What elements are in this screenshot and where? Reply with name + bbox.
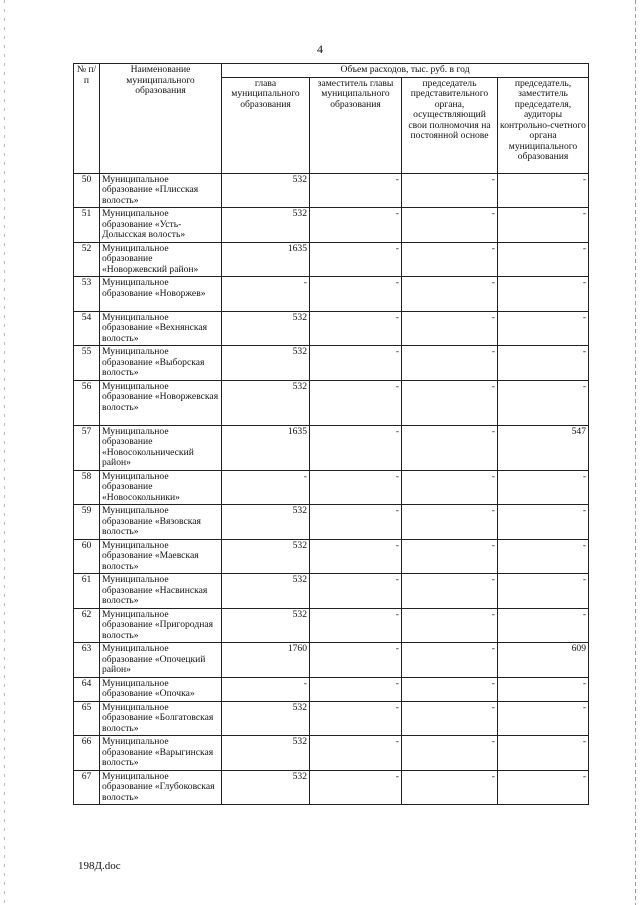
- row-audit-value: -: [498, 539, 589, 574]
- header-expense-group: Объем расходов, тыс. руб. в год: [222, 64, 589, 78]
- header-row-top: [74, 64, 589, 78]
- row-number: 56: [74, 380, 100, 425]
- row-chair-value: -: [402, 677, 498, 701]
- header-col-deputy: заместитель главы муниципального образования: [310, 77, 402, 173]
- row-name: Муниципальное образование «Новоржевская волость»: [100, 380, 222, 425]
- row-deputy-value: -: [310, 770, 402, 805]
- row-audit-value: -: [498, 701, 589, 736]
- row-number: 60: [74, 539, 100, 574]
- row-chair-value: -: [402, 574, 498, 609]
- row-chair-value: -: [402, 173, 498, 208]
- row-deputy-value: -: [310, 539, 402, 574]
- row-number: 57: [74, 425, 100, 470]
- table-row: [74, 242, 589, 277]
- row-deputy-value: -: [310, 608, 402, 643]
- table-row: [74, 677, 589, 701]
- row-number: 59: [74, 505, 100, 540]
- table-row: [74, 470, 589, 505]
- row-deputy-value: -: [310, 643, 402, 678]
- table-row: [74, 608, 589, 643]
- row-number: 58: [74, 470, 100, 505]
- row-number: 53: [74, 277, 100, 312]
- row-deputy-value: -: [310, 208, 402, 243]
- row-number: 65: [74, 701, 100, 736]
- row-chair-value: -: [402, 380, 498, 425]
- row-number: 61: [74, 574, 100, 609]
- header-col-head: глава муниципального образования: [222, 77, 310, 173]
- footer-filename: 198Д.doc: [78, 860, 121, 872]
- row-name: Муниципальное образование «Выборская волость»: [100, 346, 222, 381]
- row-audit-value: -: [498, 208, 589, 243]
- table-body: [74, 173, 589, 805]
- row-deputy-value: -: [310, 242, 402, 277]
- row-deputy-value: -: [310, 701, 402, 736]
- row-head-value: 532: [222, 346, 310, 381]
- row-head-value: 1635: [222, 425, 310, 470]
- row-number: 67: [74, 770, 100, 805]
- row-head-value: 532: [222, 539, 310, 574]
- row-chair-value: -: [402, 277, 498, 312]
- table-row: [74, 311, 589, 346]
- row-name: Муниципальное образование «Плисская волость»: [100, 173, 222, 208]
- header-col-chair: председатель представительного органа, осуществляющий свои полномочия на постоянной основе: [402, 77, 498, 173]
- row-head-value: 1635: [222, 242, 310, 277]
- row-head-value: -: [222, 677, 310, 701]
- row-head-value: 532: [222, 770, 310, 805]
- row-deputy-value: -: [310, 311, 402, 346]
- row-chair-value: -: [402, 643, 498, 678]
- row-head-value: -: [222, 470, 310, 505]
- row-head-value: 1760: [222, 643, 310, 678]
- row-deputy-value: -: [310, 470, 402, 505]
- row-chair-value: -: [402, 311, 498, 346]
- row-head-value: 532: [222, 505, 310, 540]
- table-row: [74, 643, 589, 678]
- page-number: 4: [317, 42, 323, 56]
- row-name: Муниципальное образование «Маевская волость»: [100, 539, 222, 574]
- row-chair-value: -: [402, 608, 498, 643]
- table-row: [74, 346, 589, 381]
- row-number: 64: [74, 677, 100, 701]
- row-deputy-value: -: [310, 380, 402, 425]
- row-chair-value: -: [402, 470, 498, 505]
- row-audit-value: -: [498, 173, 589, 208]
- row-name: Муниципальное образование «Пригородная волость»: [100, 608, 222, 643]
- table-row: [74, 425, 589, 470]
- row-audit-value: -: [498, 380, 589, 425]
- table-row: [74, 574, 589, 609]
- row-chair-value: -: [402, 425, 498, 470]
- row-name: Муниципальное образование «Новосокольнический район»: [100, 425, 222, 470]
- row-audit-value: 609: [498, 643, 589, 678]
- row-number: 50: [74, 173, 100, 208]
- table-row: [74, 770, 589, 805]
- row-deputy-value: -: [310, 277, 402, 312]
- row-chair-value: -: [402, 539, 498, 574]
- row-audit-value: -: [498, 346, 589, 381]
- row-number: 55: [74, 346, 100, 381]
- row-audit-value: -: [498, 505, 589, 540]
- table-row: [74, 701, 589, 736]
- scan-edge-left: [4, 0, 5, 905]
- row-deputy-value: -: [310, 346, 402, 381]
- table-row: [74, 380, 589, 425]
- row-deputy-value: -: [310, 425, 402, 470]
- row-chair-value: -: [402, 701, 498, 736]
- row-deputy-value: -: [310, 173, 402, 208]
- row-chair-value: -: [402, 736, 498, 771]
- row-number: 52: [74, 242, 100, 277]
- row-head-value: -: [222, 277, 310, 312]
- row-head-value: 532: [222, 208, 310, 243]
- row-chair-value: -: [402, 208, 498, 243]
- row-audit-value: -: [498, 470, 589, 505]
- expenses-table: [73, 63, 589, 805]
- row-name: Муниципальное образование «Варыгинская волость»: [100, 736, 222, 771]
- row-name: Муниципальное образование «Вехнянская волость»: [100, 311, 222, 346]
- row-name: Муниципальное образование «Болгатовская волость»: [100, 701, 222, 736]
- row-head-value: 532: [222, 173, 310, 208]
- row-name: Муниципальное образование «Глубоковская волость»: [100, 770, 222, 805]
- table-row: [74, 173, 589, 208]
- row-head-value: 532: [222, 311, 310, 346]
- row-head-value: 532: [222, 736, 310, 771]
- row-audit-value: -: [498, 277, 589, 312]
- table-row: [74, 505, 589, 540]
- row-number: 54: [74, 311, 100, 346]
- row-audit-value: -: [498, 608, 589, 643]
- row-name: Муниципальное образование «Опочецкий район»: [100, 643, 222, 678]
- row-number: 63: [74, 643, 100, 678]
- row-audit-value: -: [498, 574, 589, 609]
- row-number: 62: [74, 608, 100, 643]
- row-number: 51: [74, 208, 100, 243]
- row-chair-value: -: [402, 346, 498, 381]
- table-row: [74, 736, 589, 771]
- row-chair-value: -: [402, 242, 498, 277]
- scan-edge-right: [635, 0, 636, 905]
- row-name: Муниципальное образование «Вязовская волость»: [100, 505, 222, 540]
- row-deputy-value: -: [310, 736, 402, 771]
- row-deputy-value: -: [310, 677, 402, 701]
- row-name: Муниципальное образование «Насвинская волость»: [100, 574, 222, 609]
- header-col-audit: председатель, заместитель председателя, аудиторы контрольно-счетного органа муниципального образования: [498, 77, 589, 173]
- table-row: [74, 277, 589, 312]
- row-name: Муниципальное образование «Новоржев»: [100, 277, 222, 312]
- row-name: Муниципальное образование «Опочка»: [100, 677, 222, 701]
- row-name: Муниципальное образование «Усть-Долысская волость»: [100, 208, 222, 243]
- row-audit-value: -: [498, 242, 589, 277]
- row-deputy-value: -: [310, 505, 402, 540]
- row-chair-value: -: [402, 505, 498, 540]
- row-audit-value: 547: [498, 425, 589, 470]
- row-audit-value: -: [498, 770, 589, 805]
- row-number: 66: [74, 736, 100, 771]
- table-row: [74, 539, 589, 574]
- row-deputy-value: -: [310, 574, 402, 609]
- row-name: Муниципальное образование «Новосокольники»: [100, 470, 222, 505]
- row-head-value: 532: [222, 380, 310, 425]
- row-audit-value: -: [498, 311, 589, 346]
- row-head-value: 532: [222, 701, 310, 736]
- row-name: Муниципальное образование «Новоржевский район»: [100, 242, 222, 277]
- row-chair-value: -: [402, 770, 498, 805]
- table-row: [74, 208, 589, 243]
- row-audit-value: -: [498, 736, 589, 771]
- header-name: Наименование муниципального образования: [100, 64, 222, 174]
- row-head-value: 532: [222, 608, 310, 643]
- header-no: № п/п: [74, 64, 100, 174]
- row-audit-value: -: [498, 677, 589, 701]
- row-head-value: 532: [222, 574, 310, 609]
